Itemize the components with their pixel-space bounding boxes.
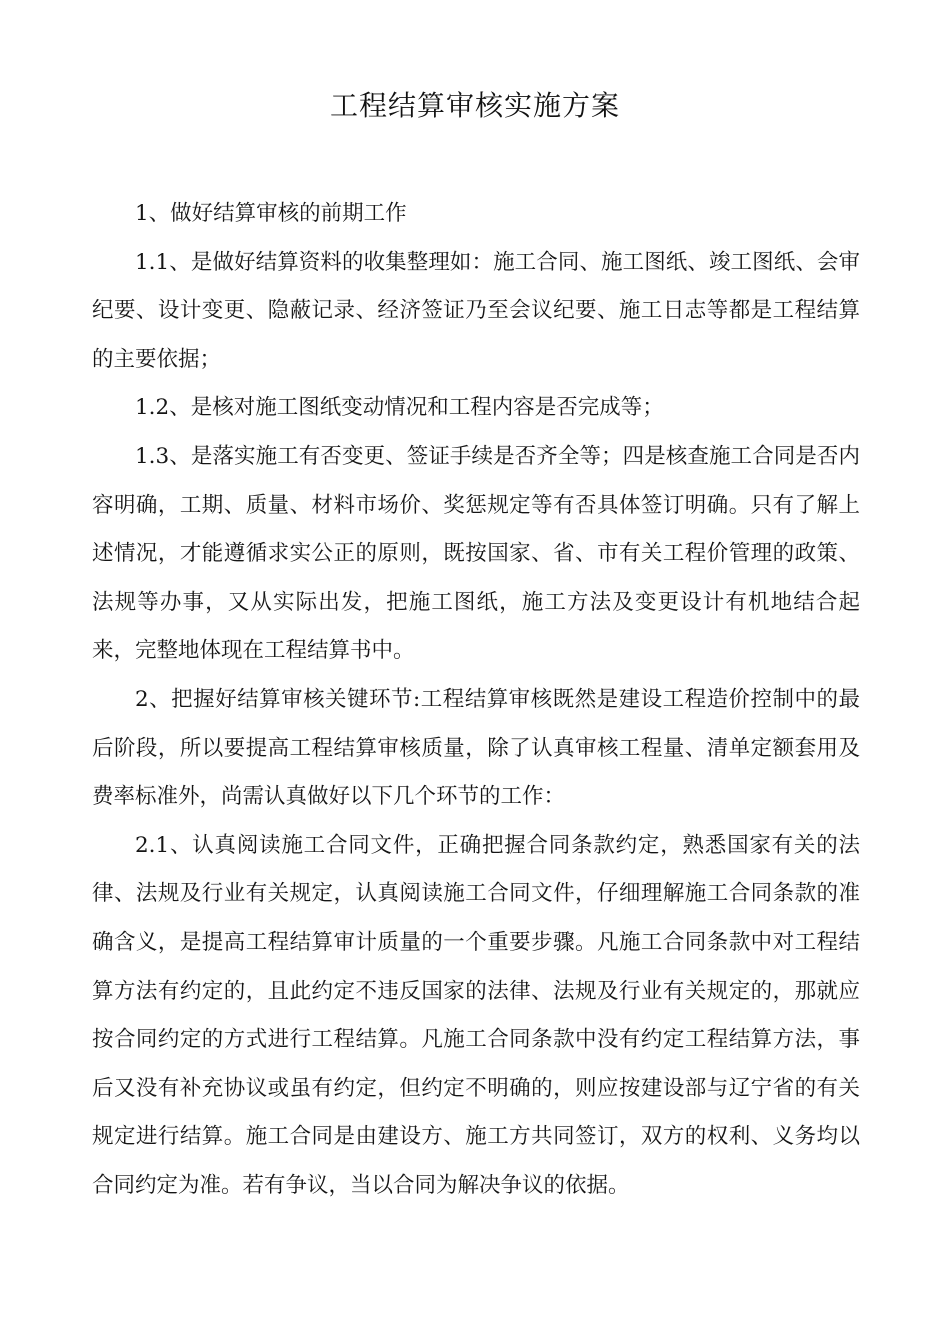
document-title: 工程结算审核实施方案	[329, 89, 620, 122]
paragraph-1-heading: 1、做好结算审核的前期工作	[135, 201, 407, 226]
paragraph-2-1: 2.1、认真阅读施工合同文件，正确把握合同条款约定，熟悉国家有关的法律、法规及行业有关规定，认真阅读施工合同文件，仔细理解施工合同条款的准确含义，是提高工程结算审计质量的一个重要步骤。凡施工合同条款中对工程结算方法有约定的，且此约定不违反国家的法律、法规及行业有关规定的，那就应按合同约定的方式进行工程结算。凡施工合同条款中没有约定工程结算方法，事后又没有补充协议或虽有约定，但约定不明确的，则应按建设部与辽宁省的有关规定进行结算。施工合同是由建设方、施工方共同签订，双方的权利、义务均以合同约定为准。若有争议，当以合同为解决争议的依据。	[92, 832, 860, 1198]
paragraph-1-1: 1.1、是做好结算资料的收集整理如：施工合同、施工图纸、竣工图纸、会审纪要、设计变更、隐蔽记录、经济签证乃至会议纪要、施工日志等都是工程结算的主要依据；	[92, 249, 860, 372]
paragraph-2: 2、把握好结算审核关键环节:工程结算审核既然是建设工程造价控制中的最后阶段，所以要提高工程结算审核质量，除了认真审核工程量、清单定额套用及费率标准外，尚需认真做好以下几个环节的工作：	[92, 686, 860, 810]
paragraph-1-3: 1.3、是落实施工有否变更、签证手续是否齐全等；四是核查施工合同是否内容明确，工期、质量、材料市场价、奖惩规定等有否具体签订明确。只有了解上述情况，才能遵循求实公正的原则，既按国家、省、市有关工程价管理的政策、法规等办事，又从实际出发，把施工图纸，施工方法及变更设计有机地结合起来，完整地体现在工程结算书中。	[92, 443, 860, 664]
paragraph-1-2: 1.2、是核对施工图纸变动情况和工程内容是否完成等；	[135, 395, 664, 421]
document-body	[92, 190, 860, 1210]
